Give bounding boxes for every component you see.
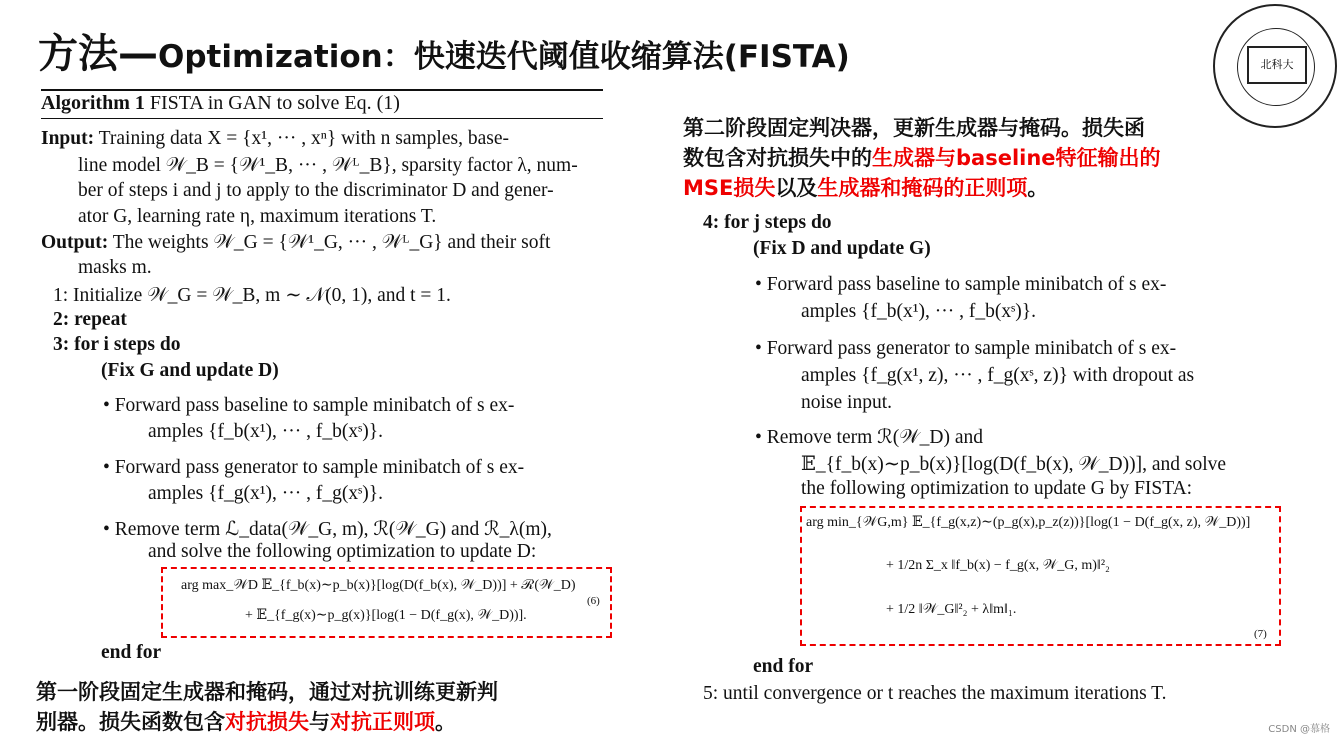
equation-7-highlight: arg min_{𝒲G,m} 𝔼_{f_g(x,z)∼(p_g(x),p_z(z))}[log(1 − D(f_g(x, z), 𝒲_D))] + 1/2n Σ_x ‖f_b(x) − f_g(x, 𝒲_G, m)‖²₂ + 1/2 ‖𝒲_G‖²₂ + λ‖m‖₁. (7) bbox=[800, 506, 1281, 646]
algo-line: 2: repeat bbox=[53, 309, 127, 330]
algo-line: and solve the following optimization to update D: bbox=[148, 541, 537, 562]
left-caption: 别器。损失函数包含对抗损失与对抗正则项。 bbox=[36, 710, 456, 734]
algo-line: • Remove term ℛ(𝒲_D) and bbox=[755, 427, 984, 448]
algo-line: • Forward pass baseline to sample minibatch of s ex- bbox=[755, 274, 1167, 295]
algo-line: 1: Initialize 𝒲_G = 𝒲_B, m ∼ 𝒩(0, 1), and t = 1. bbox=[53, 285, 451, 306]
algo-line: Input: Training data X = {x¹, ··· , xⁿ} with n samples, base- bbox=[41, 128, 509, 149]
right-description: 第二阶段固定判决器，更新生成器与掩码。损失函 bbox=[683, 116, 1145, 140]
equation-6-highlight: arg max_𝒲D 𝔼_{f_b(x)∼p_b(x)}[log(D(f_b(x), 𝒲_D))] + ℛ(𝒲_D) + 𝔼_{f_g(x)∼p_g(x)}[log(1 − D(f_g(x), 𝒲_D))]. (6) bbox=[161, 567, 612, 638]
algo-line: amples {f_g(x¹), ··· , f_g(xˢ)}. bbox=[148, 483, 384, 504]
algo-line: amples {f_b(x¹), ··· , f_b(xˢ)}. bbox=[148, 421, 384, 442]
algo-line: 4: for j steps do bbox=[703, 212, 832, 233]
watermark: CSDN @慕格 bbox=[1268, 724, 1330, 735]
algo-line: amples {f_b(x¹), ··· , f_b(xˢ)}. bbox=[801, 301, 1037, 322]
end-for: end for bbox=[101, 642, 162, 663]
right-description: 数包含对抗损失中的生成器与baseline特征输出的 bbox=[683, 146, 1161, 170]
algo-line: 𝔼_{f_b(x)∼p_b(x)}[log(D(f_b(x), 𝒲_D))], and solve bbox=[801, 454, 1227, 475]
algo-line: line model 𝒲_B = {𝒲¹_B, ··· , 𝒲ᴸ_B}, sparsity factor λ, num- bbox=[78, 155, 578, 176]
algo-line: ator G, learning rate η, maximum iterations T. bbox=[78, 206, 437, 227]
algo-line: • Remove term ℒ_data(𝒲_G, m), ℛ(𝒲_G) and ℛ_λ(m), bbox=[103, 519, 552, 540]
logo-seal: 北科大 bbox=[1247, 46, 1307, 84]
algo-line: • Forward pass generator to sample minibatch of s ex- bbox=[103, 457, 525, 478]
left-caption: 第一阶段固定生成器和掩码，通过对抗训练更新判 bbox=[36, 680, 498, 704]
algo-line: ber of steps i and j to apply to the discriminator D and gener- bbox=[78, 180, 554, 201]
university-logo bbox=[1213, 4, 1337, 128]
algo-line: noise input. bbox=[801, 392, 892, 413]
algorithm-header: Algorithm 1 FISTA in GAN to solve Eq. (1) bbox=[41, 92, 400, 114]
algo-line: Output: The weights 𝒲_G = {𝒲¹_G, ··· , 𝒲ᴸ_G} and their soft bbox=[41, 232, 551, 253]
algo-line: • Forward pass baseline to sample minibatch of s ex- bbox=[103, 395, 515, 416]
algo-line: the following optimization to update G by FISTA: bbox=[801, 478, 1193, 499]
end-for: end for bbox=[753, 656, 814, 677]
algo-line: (Fix D and update G) bbox=[753, 238, 931, 259]
algo-line: (Fix G and update D) bbox=[101, 360, 279, 381]
algorithm-panel-right bbox=[677, 207, 1280, 722]
algo-line: masks m. bbox=[78, 257, 152, 278]
right-description: MSE损失以及生成器和掩码的正则项。 bbox=[683, 176, 1049, 200]
algo-line: amples {f_g(x¹, z), ··· , f_g(xˢ, z)} with dropout as bbox=[801, 365, 1195, 386]
algo-line: • Forward pass generator to sample minibatch of s ex- bbox=[755, 338, 1177, 359]
algo-line: 3: for i steps do bbox=[53, 334, 181, 355]
slide-title: 方法—Optimization：快速迭代阈值收缩算法(FISTA) bbox=[38, 31, 850, 77]
algorithm-panel-left bbox=[33, 80, 613, 665]
until-line: 5: until convergence or t reaches the maximum iterations T. bbox=[703, 683, 1167, 704]
